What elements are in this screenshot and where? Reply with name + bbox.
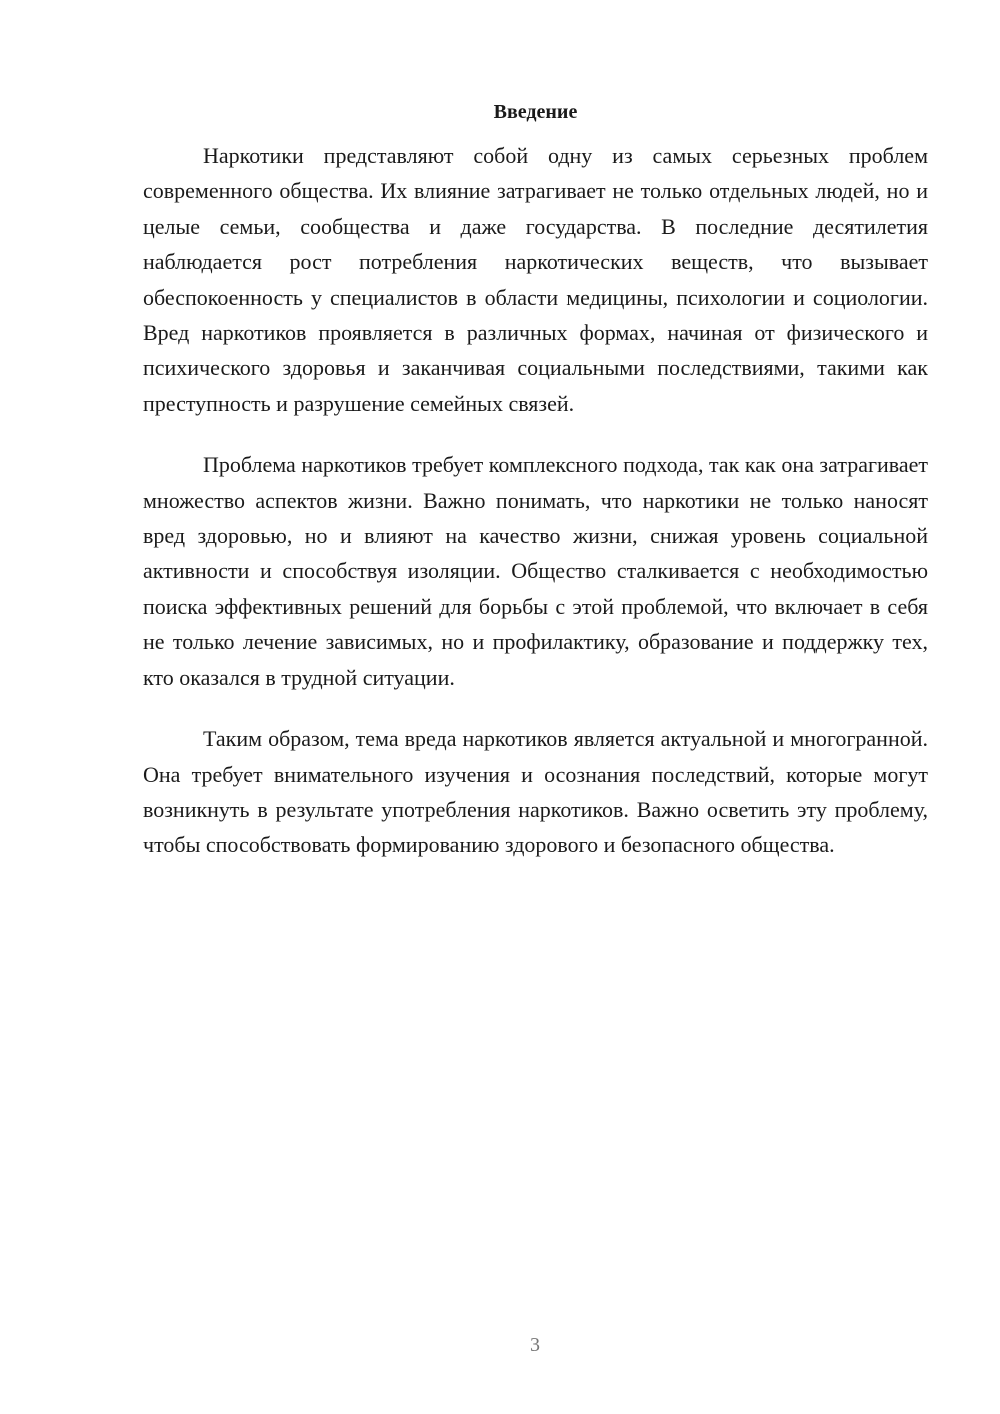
paragraph-2: Проблема наркотиков требует комплексного подхода, так как она затрагивает множество аспектов жизни. Важно понимать, что наркотики не только наносят вред здоровью, но и влияют на качество жизни, снижая уровень социальной активности и способствуя изоляции. Общество сталкивается с необходимостью поиска эффективных решений для борьбы с этой проблемой, что включает в себя не только лечение зависимых, но и профилактику, образование и поддержку тех, кто оказался в трудной ситуации. — [143, 452, 928, 690]
page-number: 3 — [530, 1334, 540, 1356]
section-heading: Введение — [493, 101, 578, 123]
paragraph-3: Таким образом, тема вреда наркотиков является актуальной и многогранной. Она требует внимательного изучения и осознания последствий, которые могут возникнуть в результате употребления наркотиков. Важно осветить эту проблему, чтобы способствовать формированию здорового и безопасного общества. — [143, 726, 928, 858]
page-content — [143, 96, 928, 863]
paragraph-1: Наркотики представляют собой одну из самых серьезных проблем современного общества. Их влияние затрагивает не только отдельных людей, но и целые семьи, сообщества и даже государства. В последние десятилетия наблюдается рост потребления наркотических веществ, что вызывает обеспокоенность у специалистов в области медицины, психологии и социологии. Вред наркотиков проявляется в различных формах, начиная от физического и психического здоровья и заканчивая социальными последствиями, такими как преступность и разрушение семейных связей. — [143, 143, 928, 416]
